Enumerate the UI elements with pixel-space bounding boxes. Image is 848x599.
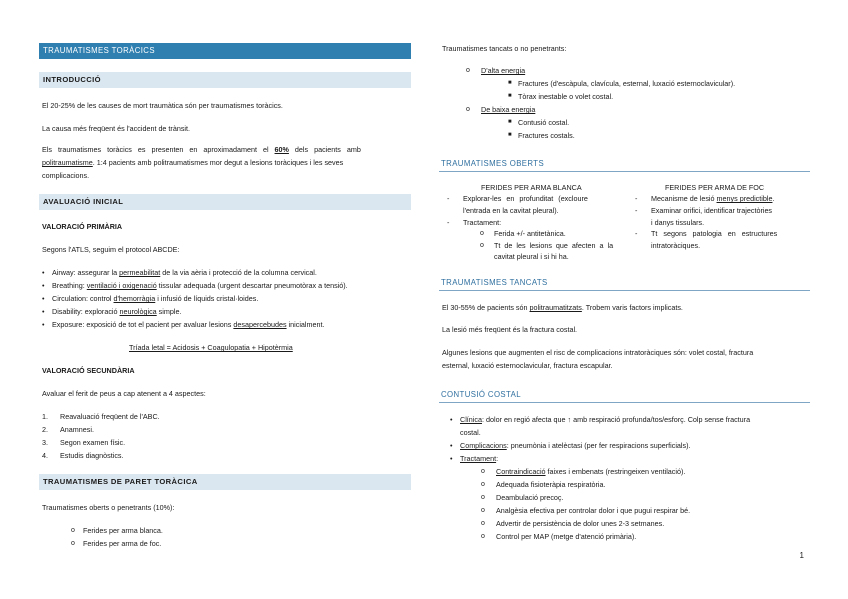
aspecte-item bbox=[42, 412, 160, 423]
intro-text: . 1:4 pacients amb politraumatismes mor degut a lesions toràciques i les seves bbox=[92, 158, 344, 167]
dash-bullet-icon: - bbox=[447, 194, 450, 203]
tancats-p3-line2: esternal, luxació esternoclavicular, fractura escapular. bbox=[442, 361, 613, 370]
baixa-item bbox=[508, 118, 570, 129]
item-text: inicialment. bbox=[286, 320, 325, 329]
item-underlined: Clínica bbox=[460, 415, 482, 424]
page-number: 1 bbox=[799, 551, 804, 560]
item-text: Tòrax inestable o volet costal. bbox=[518, 92, 614, 101]
item-text: Mecanisme de lesió bbox=[651, 194, 717, 203]
blanca-sub-2 bbox=[480, 241, 614, 252]
item-text: Tractament: bbox=[463, 218, 502, 227]
blanca-item-2 bbox=[447, 218, 502, 229]
complicacions-item bbox=[460, 441, 691, 452]
item-underlined: Tractament bbox=[460, 454, 497, 463]
item-text: Analgèsia efectiva per controlar dolor i que pugui respirar bé. bbox=[496, 506, 691, 515]
item-number: 4. bbox=[42, 451, 48, 460]
square-bullet-icon: ■ bbox=[508, 93, 512, 99]
item-underlined: desapercebudes bbox=[233, 320, 287, 329]
ferida-item bbox=[71, 526, 163, 537]
tract-sub-item bbox=[481, 467, 686, 478]
item-text: Estudis diagnòstics. bbox=[60, 451, 124, 460]
square-bullet-icon: ■ bbox=[508, 119, 512, 125]
item-text: Breathing: bbox=[52, 281, 87, 290]
oberts-text: Traumatismes oberts o penetrants (10%): bbox=[42, 503, 175, 512]
item-text: Anamnesi. bbox=[60, 425, 94, 434]
item-text: . Trobem varis factors implicats. bbox=[581, 303, 683, 312]
tract-sub-item bbox=[481, 519, 665, 530]
blanca-sub-2-cont: cavitat pleural i si hi ha. bbox=[494, 252, 569, 261]
tancats-p1 bbox=[442, 303, 683, 314]
item-text: de la via aèria i protecció de la columna cervical. bbox=[160, 268, 317, 277]
atls-text: Segons l'ATLS, seguim el protocol ABCDE: bbox=[42, 245, 180, 254]
item-text: . bbox=[772, 194, 775, 203]
section-header-introduccio: INTRODUCCIÓ bbox=[39, 72, 411, 88]
item-text: Reavaluació freqüent de l'ABC. bbox=[60, 412, 160, 421]
item-text: Deambulació precoç. bbox=[496, 493, 564, 502]
intro-paragraph-3-line1 bbox=[42, 145, 408, 156]
circle-bullet-icon: o bbox=[466, 67, 470, 74]
baixa-item bbox=[508, 131, 575, 142]
intro-percent: 60% bbox=[274, 145, 289, 154]
dash-bullet-icon: - bbox=[635, 206, 638, 215]
item-underlined: Contraindicació bbox=[496, 467, 546, 476]
item-text: : pneumònia i atelèctasi (per fer respiracions superficials). bbox=[506, 441, 691, 450]
blanca-item-1-cont: l'entrada en la cavitat pleural). bbox=[463, 206, 559, 215]
tancats-p3-line1: Algunes lesions que augmenten el risc de complicacions intratoràciques són: volet costal, fractura bbox=[442, 348, 754, 357]
tancats-intro: Traumatismes tancats o no penetrants: bbox=[442, 44, 567, 53]
item-number: 3. bbox=[42, 438, 48, 447]
item-text: Contusió costal. bbox=[518, 118, 570, 127]
foc-item-3-cont: intratoràciques. bbox=[651, 241, 701, 250]
item-text: Fractures (d'escàpula, clavícula, esternal, luxació esternoclavicular). bbox=[518, 79, 736, 88]
item-text: faixes i embenats (restringeixen ventilació). bbox=[545, 467, 686, 476]
item-underlined: menys predictible bbox=[716, 194, 773, 203]
foc-item-3 bbox=[635, 229, 778, 240]
intro-paragraph-3-line2 bbox=[42, 158, 343, 169]
circle-bullet-icon: o bbox=[480, 242, 484, 249]
baixa-energia bbox=[466, 105, 536, 116]
circle-bullet-icon: o bbox=[71, 527, 75, 534]
abcde-item-disability bbox=[52, 307, 181, 318]
dash-bullet-icon: - bbox=[447, 218, 450, 227]
circle-bullet-icon: o bbox=[481, 520, 485, 527]
avaluar-text: Avaluar el ferit de peus a cap atenent a 4 aspectes: bbox=[42, 389, 206, 398]
item-text: : bbox=[496, 454, 499, 463]
item-text: Tt de les lesions que afecten a la bbox=[494, 241, 614, 250]
foc-item-2 bbox=[635, 206, 773, 217]
tract-sub-item bbox=[481, 480, 606, 491]
item-text: De baixa energia bbox=[481, 105, 536, 114]
tract-sub-item bbox=[481, 532, 637, 543]
dash-bullet-icon: - bbox=[635, 194, 638, 203]
item-text: Fractures costals. bbox=[518, 131, 575, 140]
section-header-traumatismes-oberts: TRAUMATISMES OBERTS bbox=[439, 157, 810, 172]
item-number: 1. bbox=[42, 412, 48, 421]
abcde-item-breathing bbox=[52, 281, 348, 292]
circle-bullet-icon: o bbox=[481, 494, 485, 501]
section-header-traumatismes-tancats: TRAUMATISMES TANCATS bbox=[439, 276, 810, 291]
item-underlined: d'hemorràgia bbox=[113, 294, 156, 303]
intro-paragraph-2: La causa més freqüent és l'accident de trànsit. bbox=[42, 124, 191, 133]
item-text: Ferides per arma de foc. bbox=[83, 539, 162, 548]
alta-energia bbox=[466, 66, 526, 77]
square-bullet-icon: ■ bbox=[508, 80, 512, 86]
aspecte-item bbox=[42, 425, 94, 436]
item-text: Control per MAP (metge d'atenció primària). bbox=[496, 532, 637, 541]
politraumatisme-term: politraumatisme bbox=[42, 158, 93, 167]
item-underlined: politraumatitzats bbox=[529, 303, 582, 312]
square-bullet-icon: ■ bbox=[508, 132, 512, 138]
section-header-paret-toracica: TRAUMATISMES DE PARET TORÀCICA bbox=[39, 474, 411, 490]
intro-text: dels pacients amb bbox=[288, 145, 361, 154]
abcde-item-airway bbox=[52, 268, 317, 279]
item-text: Exposure: exposició de tot el pacient per avaluar lesions bbox=[52, 320, 234, 329]
blanca-item-1 bbox=[447, 194, 588, 205]
intro-text: Els traumatismes toràcics es presenten en aproximadament el bbox=[42, 145, 275, 154]
item-text: Advertir de persistència de dolor unes 2-3 setmanes. bbox=[496, 519, 665, 528]
blanca-sub-1 bbox=[480, 229, 566, 240]
section-header-avaluacio-inicial: AVALUACIÓ INICIAL bbox=[39, 194, 411, 210]
item-text: Ferida +/- antitetànica. bbox=[494, 229, 566, 238]
item-text: Circulation: control bbox=[52, 294, 114, 303]
item-underlined: neurològica bbox=[119, 307, 157, 316]
item-text: Tt segons patologia en estructures bbox=[651, 229, 778, 238]
item-text: El 30-55% de pacients són bbox=[442, 303, 530, 312]
circle-bullet-icon: o bbox=[481, 507, 485, 514]
tancats-p2: La lesió més freqüent és la fractura costal. bbox=[442, 325, 578, 334]
circle-bullet-icon: o bbox=[481, 533, 485, 540]
clinica-item-cont: costal. bbox=[460, 428, 481, 437]
clinica-item bbox=[460, 415, 750, 426]
item-text: D'alta energia bbox=[481, 66, 526, 75]
circle-bullet-icon: o bbox=[481, 468, 485, 475]
dash-bullet-icon: - bbox=[635, 229, 638, 238]
item-text: Segon examen físic. bbox=[60, 438, 126, 447]
tract-sub-item bbox=[481, 493, 564, 504]
circle-bullet-icon: o bbox=[480, 230, 484, 237]
item-text: Examinar orifici, identificar trajectòries bbox=[651, 206, 773, 215]
section-header-contusio-costal: CONTUSIÓ COSTAL bbox=[439, 388, 810, 403]
alta-item bbox=[508, 92, 614, 103]
item-text: Disability: exploració bbox=[52, 307, 120, 316]
arma-blanca-title: FERIDES PER ARMA BLANCA bbox=[481, 183, 582, 192]
subheading-valoracio-secundaria: VALORACIÓ SECUNDÀRIA bbox=[42, 366, 135, 375]
item-number: 2. bbox=[42, 425, 48, 434]
circle-bullet-icon: o bbox=[71, 540, 75, 547]
item-text: Explorar-les en profunditat (excloure bbox=[463, 194, 588, 203]
item-underlined: ventilació i oxigenació bbox=[86, 281, 157, 290]
foc-item-2-cont: i danys tissulars. bbox=[651, 218, 705, 227]
item-text: Adequada fisioteràpia respiratòria. bbox=[496, 480, 606, 489]
item-underlined: Complicacions bbox=[460, 441, 507, 450]
foc-item-1 bbox=[635, 194, 775, 205]
arma-foc-title: FERIDES PER ARMA DE FOC bbox=[665, 183, 765, 192]
intro-paragraph-3-line3: complicacions. bbox=[42, 171, 90, 180]
abcde-item-exposure bbox=[52, 320, 325, 331]
aspecte-item bbox=[42, 451, 124, 462]
tract-sub-item bbox=[481, 506, 691, 517]
circle-bullet-icon: o bbox=[466, 106, 470, 113]
intro-paragraph-1: El 20-25% de les causes de mort traumàtica són per traumatismes toràcics. bbox=[42, 101, 283, 110]
item-text: Ferides per arma blanca. bbox=[83, 526, 163, 535]
alta-item bbox=[508, 79, 736, 90]
item-underlined: permeabilitat bbox=[119, 268, 161, 277]
item-text: : dolor en regió afecta que ↑ amb respiració profunda/tos/esforç. Colp sense fractura bbox=[481, 415, 751, 424]
ferida-item bbox=[71, 539, 162, 550]
aspecte-item bbox=[42, 438, 126, 449]
abcde-item-circulation bbox=[52, 294, 258, 305]
subheading-valoracio-primaria: VALORACIÓ PRIMÀRIA bbox=[42, 222, 123, 231]
item-text: Airway: assegurar la bbox=[52, 268, 120, 277]
item-text: tissular adequada (urgent descartar pneumotòrax a tensió). bbox=[156, 281, 348, 290]
item-text: i infusió de líquids cristal·loides. bbox=[155, 294, 259, 303]
item-text: simple. bbox=[156, 307, 182, 316]
tractament-item bbox=[460, 454, 498, 465]
triada-letal: Tríada letal = Acidosis + Coagulopatia + Hipotèrmia bbox=[129, 343, 293, 352]
circle-bullet-icon: o bbox=[481, 481, 485, 488]
section-header-traumatismes-toracics: TRAUMATISMES TORÀCICS bbox=[39, 43, 411, 59]
